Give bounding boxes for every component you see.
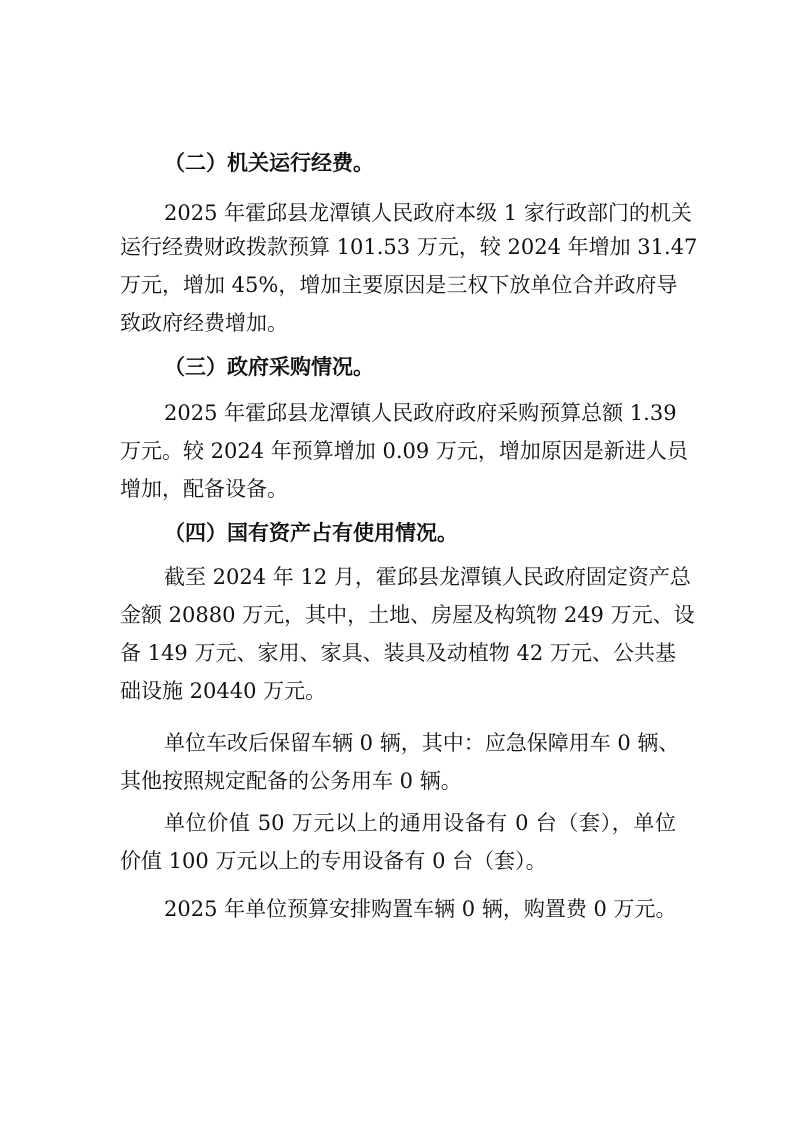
paragraph-line: 单位价值 50 万元以上的通用设备有 0 台（套），单位 bbox=[164, 811, 676, 835]
paragraph-line: 增加，配备设备。 bbox=[120, 477, 288, 501]
paragraph-line: 价值 100 万元以上的专用设备有 0 台（套）。 bbox=[120, 849, 547, 873]
paragraph-line: 2025 年单位预算安排购置车辆 0 辆，购置费 0 万元。 bbox=[164, 897, 677, 921]
paragraph-line: 2025 年霍邱县龙潭镇人民政府政府采购预算总额 1.39 bbox=[164, 401, 677, 425]
paragraph-line: 其他按照规定配备的公务用车 0 辆。 bbox=[120, 769, 462, 793]
paragraph-line: 2025 年霍邱县龙潭镇人民政府本级 1 家行政部门的机关 bbox=[164, 201, 692, 225]
section-heading-state-assets: （四）国有资产占有使用情况。 bbox=[164, 521, 458, 545]
paragraph-line: 致政府经费增加。 bbox=[120, 311, 288, 335]
paragraph-line: 万元。较 2024 年预算增加 0.09 万元，增加原因是新进人员 bbox=[120, 439, 688, 463]
paragraph-line: 截至 2024 年 12 月，霍邱县龙潭镇人民政府固定资产总 bbox=[164, 565, 691, 589]
paragraph-line: 运行经费财政拨款预算 101.53 万元，较 2024 年增加 31.47 bbox=[120, 235, 698, 259]
paragraph-line: 万元，增加 45%，增加主要原因是三权下放单位合并政府导 bbox=[120, 273, 678, 297]
paragraph-line: 金额 20880 万元，其中，土地、房屋及构筑物 249 万元、设 bbox=[120, 603, 695, 627]
section-heading-operating-expenses: （二）机关运行经费。 bbox=[164, 151, 374, 175]
paragraph-line: 备 149 万元、家用、家具、装具及动植物 42 万元、公共基 bbox=[120, 641, 676, 665]
paragraph-line: 单位车改后保留车辆 0 辆，其中：应急保障用车 0 辆、 bbox=[164, 731, 680, 755]
section-heading-government-procurement: （三）政府采购情况。 bbox=[164, 355, 374, 379]
paragraph-line: 础设施 20440 万元。 bbox=[120, 679, 327, 703]
